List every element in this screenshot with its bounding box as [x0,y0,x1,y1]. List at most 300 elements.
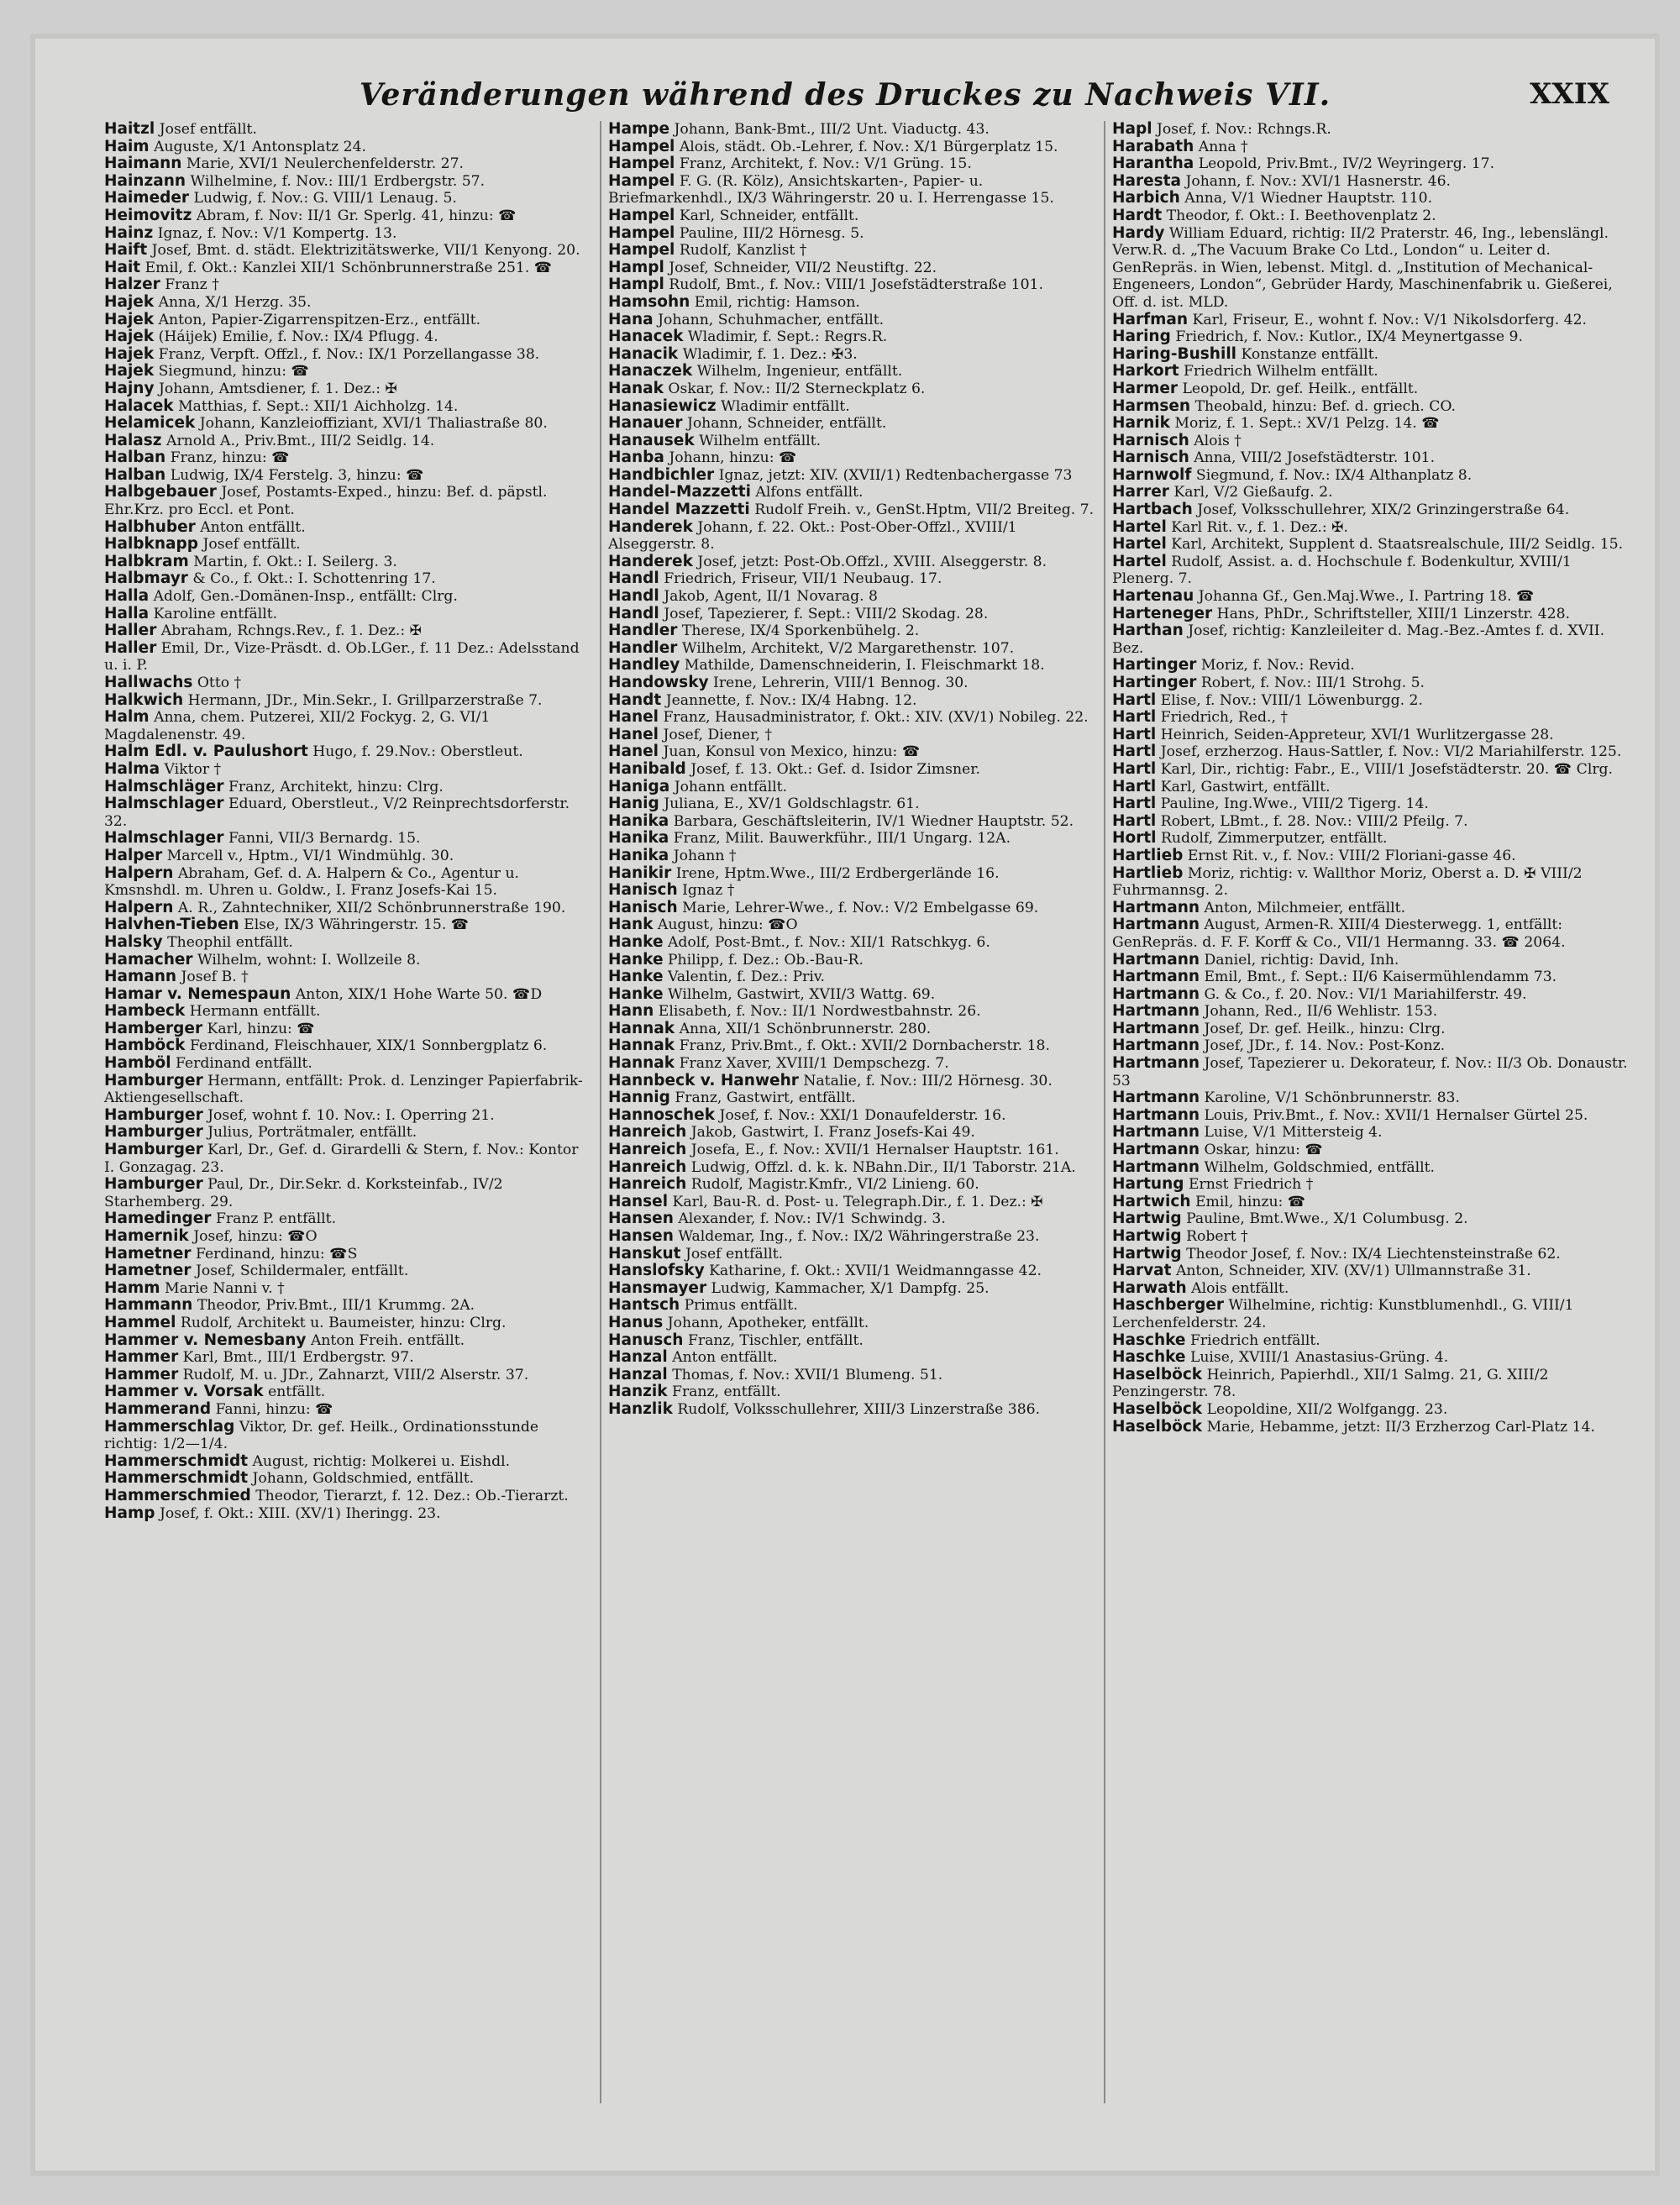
directory-entry [1112,779,1633,796]
entry-surname: Hametner [104,1262,192,1280]
entry-surname: Halbkram [104,552,189,570]
entry-surname: Hanika [608,846,669,864]
directory-entry [104,190,591,207]
entry-details: Franz, Architekt, f. Nov.: V/1 Grüng. 15. [679,155,972,173]
directory-entry [1112,743,1633,761]
entry-surname: Hank [608,916,654,934]
entry-surname: Hanus [608,1313,664,1331]
entry-surname: Hammer v. Nemesbany [104,1331,307,1349]
entry-details: Rudolf, Zimmerputzer, entfällt. [1160,830,1388,848]
entry-surname: Hampel [608,155,675,173]
entry-details: Josef, f. Nov.: XXI/1 Donaufelderstr. 16. [719,1106,1006,1124]
entry-surname: Halbmayr [104,570,188,588]
directory-entry [104,1037,591,1055]
entry-surname: Harkort [1112,362,1179,381]
directory-entry [608,1142,1095,1159]
directory-entry [1112,467,1633,485]
directory-entry [608,449,1095,467]
entry-surname: Hartbach [1112,501,1193,519]
entry-surname: Hanika [608,811,669,830]
entry-surname: Hardt [1112,206,1163,224]
directory-entry [104,1367,591,1384]
entry-surname: Harnwolf [1112,465,1192,484]
entry-surname: Hanreich [608,1158,687,1176]
entry-details: Johann, Goldschmied, entfällt. [252,1470,475,1488]
entry-surname: Halm [104,708,150,727]
entry-surname: Halmschlager [104,829,224,848]
directory-entry [608,640,1095,658]
directory-entry [104,1107,591,1125]
entry-details: Ferdinand, hinzu: ☎S [195,1245,358,1263]
entry-surname: Haller [104,638,157,657]
entry-details: Marcell v., Hptm., VI/1 Windmühlg. 30. [166,847,454,864]
entry-surname: Hamburger [104,1141,203,1159]
entry-details: Josef, f. Okt.: XIII. (XV/1) Iheringg. 23. [159,1504,441,1522]
entry-details: Franz, Hausadministrator, f. Okt.: XIV. (XV/1) Nobileg. 22. [663,709,1089,727]
directory-entry [608,1107,1095,1125]
entry-details: Karoline entfällt. [153,605,278,622]
entry-details: Johanna Gf., Gen.Maj.Wwe., I. Partring 18. ☎ [1198,588,1535,606]
entry-surname: Hartmann [1112,1089,1200,1107]
entry-surname: Hamsohn [608,292,690,311]
directory-entry [608,225,1095,243]
directory-entry [608,1089,1095,1107]
entry-details: Franz, Architekt, hinzu: Clrg. [228,778,444,795]
directory-entry [1112,1142,1633,1159]
entry-details: Ferdinand, Fleischhauer, XIX/1 Sonnbergplatz 6. [189,1037,548,1055]
entry-details: Karl, Friseur, E., wohnt f. Nov.: V/1 Nikolsdorferg. 42. [1192,311,1587,328]
entry-details: Hugo, f. 29.Nov.: Oberstleut. [312,743,523,761]
entry-details: Wilhelm, Architekt, V/2 Margarethenstr. 107. [681,639,1015,657]
entry-surname: Hanauer [608,414,683,433]
directory-entry [608,952,1095,969]
entry-surname: Hanel [608,708,659,727]
directory-entry [608,1021,1095,1038]
directory-entry [104,1383,591,1401]
entry-surname: Helamicek [104,414,196,433]
entry-details: Waldemar, Ing., f. Nov.: IX/2 Währingerstraße 23. [678,1228,1040,1245]
entry-surname: Hartmann [1112,898,1200,916]
entry-details: Alfons entfällt. [755,484,864,501]
entry-surname: Hanzal [608,1348,668,1367]
directory-entry [1112,865,1633,900]
entry-surname: Hanibald [608,759,686,778]
directory-entry [1112,916,1633,951]
entry-details: Josef, Schneider, VII/2 Neustiftg. 22. [669,259,937,276]
directory-entry [608,381,1095,398]
entry-surname: Hartung [1112,1175,1184,1194]
directory-entry [1112,675,1633,692]
directory-entry [1112,415,1633,433]
entry-surname: Hammerschmidt [104,1469,249,1488]
entry-surname: Hanika [608,829,669,848]
entry-surname: Hampl [608,276,664,294]
entry-surname: Halzer [104,276,160,294]
entry-details: Rudolf, Magistr.Kmfr., VI/2 Linieng. 60. [690,1176,979,1194]
entry-surname: Harthan [1112,622,1184,640]
entry-details: Ludwig, f. Nov.: G. VIII/1 Lenaug. 5. [193,190,457,207]
entry-surname: Hainzann [104,171,186,190]
entry-details: Pauline, III/2 Hörnesg. 5. [679,224,864,242]
directory-entry [1112,398,1633,416]
entry-surname: Hartwig [1112,1244,1182,1263]
directory-entry [1112,813,1633,831]
directory-entry [104,1246,591,1263]
directory-entry [608,363,1095,381]
entry-surname: Hamp [104,1504,155,1522]
directory-entry [104,692,591,710]
directory-entry [104,554,591,571]
entry-surname: Hanacik [608,344,679,363]
directory-entry [608,779,1095,796]
entry-surname: Hametner [104,1244,192,1263]
directory-entry [608,761,1095,779]
directory-entry [104,1073,591,1107]
entry-surname: Haim [104,137,150,155]
entry-surname: Handerek [608,552,693,570]
directory-entry [608,433,1095,450]
directory-entry [608,1194,1095,1211]
entry-details: & Co., f. Okt.: I. Schottenring 17. [192,570,436,588]
entry-details: August, richtig: Molkerei u. Eishdl. [252,1452,511,1470]
entry-details: Josef, Tapezierer, f. Sept.: VIII/2 Skodag. 28. [664,605,989,622]
entry-details: Wladimir, f. Sept.: Regrs.R. [687,328,888,346]
entry-surname: Halasz [104,431,162,449]
entry-details: Karl, Bmt., III/1 Erdbergstr. 97. [182,1349,414,1367]
entry-details: Anton, Papier-Zigarrenspitzen-Erz., entfällt. [158,311,481,328]
directory-entry [1112,709,1633,727]
entry-surname: Harrer [1112,483,1169,501]
entry-details: Viktor, Dr. gef. Heilk., Ordinationsstunde richtig: 1/2—1/4. [104,1418,539,1453]
directory-entry [608,415,1095,433]
entry-details: Moriz, f. 1. Sept.: XV/1 Pelzg. 14. ☎ [1174,415,1440,433]
directory-entry [608,260,1095,277]
entry-surname: Haimann [104,155,182,173]
entry-details: Pauline, Bmt.Wwe., X/1 Columbusg. 2. [1186,1210,1468,1228]
entry-surname: Hannbeck v. Hanwehr [608,1071,799,1089]
entry-details: Robert † [1186,1228,1248,1245]
entry-surname: Harteneger [1112,604,1213,622]
directory-entry [1112,433,1633,450]
entry-details: Barbara, Geschäftsleiterin, IV/1 Wiedner Hauptstr. 52. [673,812,1074,830]
entry-details: Ludwig, Offzl. d. k. k. NBahn.Dir., II/1 Taborstr. 21A. [690,1158,1076,1176]
entry-surname: Harmer [1112,379,1179,397]
entry-details: Alois † [1194,432,1242,449]
entry-surname: Hardy [1112,223,1165,242]
directory-entry [1112,173,1633,191]
directory-entry [1112,986,1633,1004]
entry-details: Friedrich entfällt. [1189,1331,1320,1349]
entry-surname: Hanzal [608,1365,668,1383]
directory-entry [1112,1021,1633,1038]
directory-entry [104,139,591,156]
column-divider [1104,121,1105,2103]
column-divider [600,121,601,2103]
entry-details: Elise, f. Nov.: VIII/1 Löwenburgg. 2. [1160,691,1423,709]
entry-surname: Hanzik [608,1383,668,1401]
entry-details: Rudolf, M. u. JDr., Zahnarzt, VIII/2 Alserstr. 37. [182,1366,529,1383]
entry-details: Siegmund, f. Nov.: IX/4 Althanplatz 8. [1195,466,1473,484]
directory-entry [1112,449,1633,467]
entry-details: Josefa, E., f. Nov.: XVII/1 Hernalser Hauptstr. 161. [690,1142,1059,1159]
entry-details: Mathilde, Damenschneiderin, I. Fleischmarkt 18. [684,657,1045,675]
entry-surname: Hartmann [1112,1105,1200,1124]
directory-entry [608,1349,1095,1367]
entry-details: Wilhelm, Gastwirt, XVII/3 Wattg. 69. [667,985,936,1003]
entry-surname: Hampel [608,241,675,260]
directory-entry [608,848,1095,865]
entry-details: Leopold, Priv.Bmt., IV/2 Weyringerg. 17. [1198,155,1495,173]
entry-surname: Hammerand [104,1399,212,1418]
entry-details: Robert, LBmt., f. 28. Nov.: VIII/2 Pfeilg. 7. [1160,812,1468,830]
page-number: XXIX [1529,77,1609,111]
entry-details: Wilhelm entfällt. [699,432,822,449]
entry-details: Josef, f. Nov.: Rchngs.R. [1157,121,1331,138]
directory-entry [608,139,1095,156]
entry-details: Adolf, Post-Bmt., f. Nov.: XII/1 Ratschkyg. 6. [667,933,990,951]
entry-details: Marie, XVI/1 Neulerchenfelderstr. 27. [186,155,465,173]
entry-surname: Hartmann [1112,950,1200,969]
entry-surname: Halacek [104,396,174,415]
entry-details: Johann † [673,847,737,864]
entry-surname: Hannig [608,1089,670,1107]
entry-details: Wladimir, f. 1. Dez.: ✠3. [682,345,858,363]
directory-entry [1112,1037,1633,1055]
entry-details: Karl, Architekt, Supplent d. Staatsrealschule, III/2 Seidlg. 15. [1171,536,1624,554]
directory-entry [608,692,1095,710]
directory-entry [608,1159,1095,1177]
entry-surname: Hanke [608,950,664,969]
entry-details: August, Armen-R. XIII/4 Diesterwegg. 1, entfällt: GenRepräs. d. F. F. Korff & Co., VII/1 Hermanng. 33. ☎ 2064. [1112,916,1566,951]
entry-details: Oskar, f. Nov.: II/2 Sterneckplatz 6. [668,380,926,397]
entry-surname: Hartl [1112,759,1157,778]
entry-surname: Haller [104,622,157,640]
entry-surname: Hartlieb [1112,864,1184,882]
entry-surname: Hajek [104,292,155,311]
entry-surname: Hamburger [104,1105,203,1124]
entry-details: Rudolf Freih. v., GenSt.Hptm, VII/2 Breiteg. 7. [754,501,1095,519]
entry-surname: Haift [104,241,148,260]
directory-entry [104,381,591,398]
directory-entry [104,606,591,623]
entry-details: Luise, V/1 Mittersteig 4. [1204,1124,1383,1142]
entry-details: Karl, Gastwirt, entfällt. [1160,778,1331,795]
entry-details: Natalie, f. Nov.: III/2 Hörnesg. 30. [803,1072,1053,1089]
directory-entry [608,743,1095,761]
entry-details: Hermann, entfällt: Prok. d. Lenzinger Papierfabrik-Aktiengesellschaft. [104,1072,583,1107]
entry-details: Ludwig, Kammacher, X/1 Dampfg. 25. [711,1279,990,1297]
entry-details: Hans, PhDr., Schriftsteller, XIII/1 Linzerstr. 428. [1216,605,1571,622]
directory-entry [104,1228,591,1246]
entry-surname: Hait [104,258,141,276]
entry-details: Wilhelm, wohnt: I. Wollzeile 8. [197,951,421,969]
entry-details: Daniel, richtig: David, Inh. [1204,951,1399,969]
entry-surname: Harwath [1112,1278,1187,1297]
entry-surname: Harantha [1112,155,1194,173]
entry-details: Johann, Schneider, entfällt. [686,415,887,433]
entry-details: Josef, Postamts-Exped., hinzu: Bef. d. päpstl. Ehr.Krz. pro Eccl. et Pont. [104,484,548,519]
entry-details: Franz, Gastwirt, entfällt. [675,1089,856,1107]
directory-entry [608,570,1095,588]
entry-surname: Hanke [608,984,664,1003]
entry-details: Ernst Rit. v., f. Nov.: VIII/2 Floriani-gasse 46. [1187,847,1516,864]
entry-details: Johann, Amtsdiener, f. 1. Dez.: ✠ [159,380,397,397]
entry-details: Otto † [197,675,242,691]
entry-details: Wilhelmine, richtig: Kunstblumenhdl., G. VIII/1 Lerchenfelderstr. 24. [1112,1297,1574,1331]
directory-entry [1112,139,1633,156]
entry-details: Alois entfällt. [1191,1279,1289,1297]
entry-details: Marie Nanni v. † [165,1279,285,1297]
entry-details: Theodor, f. Okt.: I. Beethovenplatz 2. [1166,207,1436,224]
directory-entry [104,328,591,346]
entry-details: Anton entfällt. [200,518,306,536]
directory-entry [608,1246,1095,1263]
entry-details: Siegmund, hinzu: ☎ [158,363,309,381]
directory-entry [608,1263,1095,1280]
entry-surname: Hanisch [608,881,678,900]
entry-details: August, hinzu: ☎O [657,916,798,934]
entry-surname: Hartlieb [1112,846,1184,864]
entry-details: Else, IX/3 Währingerstr. 15. ☎ [244,916,470,934]
directory-entry [104,294,591,312]
directory-entry [104,709,591,743]
entry-surname: Hammann [104,1296,193,1315]
entry-details: Jakob, Agent, II/1 Novarag. 8 [664,588,878,606]
entry-surname: Hampel [608,137,675,155]
directory-entry [104,173,591,191]
entry-details: Juliana, E., XV/1 Goldschlagstr. 61. [664,795,920,813]
directory-entry [1112,795,1633,813]
entry-surname: Hartl [1112,743,1157,761]
page-title: Veränderungen während des Druckes zu Nachweis VII. [359,77,1331,113]
entry-surname: Harabath [1112,137,1194,155]
directory-entry [104,1349,591,1367]
directory-entry [104,952,591,969]
entry-details: Oskar, hinzu: ☎ [1204,1142,1323,1159]
entry-surname: Hann [608,1002,654,1021]
entry-surname: Hortl [1112,829,1157,848]
entry-surname: Handerek [608,517,693,536]
directory-entry [104,1505,591,1523]
directory-entry [104,1263,591,1280]
entry-details: Wilhelm, Goldschmied, entfällt. [1204,1158,1435,1176]
entry-surname: Hantsch [608,1296,680,1315]
directory-entry [608,1367,1095,1384]
directory-entry [1112,622,1633,657]
entry-surname: Harfman [1112,310,1189,328]
entry-surname: Hampel [608,171,675,190]
entry-details: Luise, XVIII/1 Anastasius-Grüng. 4. [1189,1349,1449,1367]
directory-entry [608,398,1095,416]
directory-entry [104,986,591,1004]
directory-entry [1112,328,1633,346]
directory-entry [608,1124,1095,1142]
directory-entry [104,1453,591,1471]
entry-details: Martin, f. Okt.: I. Seilerg. 3. [193,553,397,570]
directory-entry [608,1210,1095,1228]
directory-entry [104,1419,591,1453]
entry-details: Primus entfällt. [684,1297,798,1315]
entry-details: Moriz, f. Nov.: Revid. [1200,657,1355,675]
entry-details: Viktor † [164,760,222,778]
directory-entry [608,795,1095,813]
entry-details: Ludwig, IX/4 Ferstelg. 3, hinzu: ☎ [170,466,424,484]
entry-details: Therese, IX/4 Sporkenbühelg. 2. [681,622,920,640]
directory-entry [608,484,1095,501]
entry-surname: Hartmann [1112,1141,1200,1159]
entry-surname: Hallwachs [104,674,193,691]
entry-details: Louis, Priv.Bmt., f. Nov.: XVII/1 Hernalser Gürtel 25. [1204,1106,1588,1124]
entry-details: Alexander, f. Nov.: IV/1 Schwindg. 3. [678,1210,946,1228]
directory-entry [608,1228,1095,1246]
entry-details: Anna, VIII/2 Josefstädterstr. 101. [1194,449,1436,467]
entry-details: Josef, jetzt: Post-Ob.Offzl., XVIII. Alseggerstr. 8. [697,553,1047,570]
column-2 [608,121,1095,2103]
entry-details: Johann, f. 22. Okt.: Post-Ober-Offzl., XVIII/1 Alseggerstr. 8. [608,518,1017,554]
entry-details: Josef entfällt. [159,121,257,138]
directory-entry [1112,1124,1633,1142]
entry-surname: Hanke [608,932,664,951]
directory-entry [1112,588,1633,606]
directory-entry [104,484,591,518]
entry-details: Ferdinand entfällt. [176,1055,312,1073]
directory-entry [608,865,1095,883]
entry-details: Ignaz † [682,882,735,900]
entry-details: Karl, Bau-R. d. Post- u. Telegraph.Dir., f. 1. Dez.: ✠ [672,1193,1043,1210]
entry-surname: Hajek [104,362,155,381]
entry-surname: Hanba [608,449,664,467]
entry-surname: Hamar v. Nemespaun [104,984,291,1003]
entry-details: Karl Rit. v., f. 1. Dez.: ✠. [1171,518,1349,536]
directory-entry [1112,1055,1633,1089]
entry-surname: Hartinger [1112,656,1197,675]
directory-entry [608,916,1095,934]
directory-entry [1112,1176,1633,1194]
entry-details: Josef, JDr., f. 14. Nov.: Post-Konz. [1204,1037,1446,1055]
entry-details: Theodor, Tierarzt, f. 12. Dez.: Ob.-Tierarzt. [255,1487,569,1504]
directory-entry [608,242,1095,260]
column-3 [1112,121,1633,2103]
entry-details: Anton, Milchmeier, entfällt. [1204,899,1406,916]
entry-details: Josef, wohnt f. 10. Nov.: I. Operring 21. [207,1106,495,1124]
entry-details: Josef, Bmt. d. städt. Elektrizitätswerke, VII/1 Kenyong. 20. [151,242,580,260]
directory-entry [608,519,1095,554]
entry-details: (Háijek) Emilie, f. Nov.: IX/4 Pflugg. 4. [158,328,438,346]
directory-entry [608,1037,1095,1055]
entry-details: Josef, Schildermaler, entfällt. [195,1263,409,1280]
entry-details: Emil, Bmt., f. Sept.: II/6 Kaisermühlendamm 73. [1204,969,1557,986]
directory-entry [1112,1246,1633,1263]
entry-surname: Halpern [104,898,174,916]
directory-entry [1112,606,1633,623]
entry-surname: Harnisch [1112,449,1189,467]
directory-entry [608,554,1095,571]
entry-details: Friedrich, f. Nov.: Kutlor., IX/4 Meynertgasse 9. [1175,328,1523,346]
directory-entry [1112,848,1633,865]
entry-details: Franz Xaver, XVIII/1 Dempschezg. 7. [679,1055,949,1073]
directory-entry [608,501,1095,519]
directory-entry [104,415,591,433]
entry-surname: Hamann [104,968,177,986]
entry-surname: Hanreich [608,1123,687,1142]
directory-entry [104,622,591,640]
entry-details: Theophil entfällt. [167,933,293,951]
entry-surname: Handler [608,622,678,640]
entry-details: Franz, Priv.Bmt., f. Okt.: XVII/2 Dornbacherstr. 18. [679,1037,1050,1055]
entry-surname: Hartmann [1112,1019,1200,1037]
directory-entry [104,276,591,294]
entry-surname: Hartl [1112,795,1157,813]
